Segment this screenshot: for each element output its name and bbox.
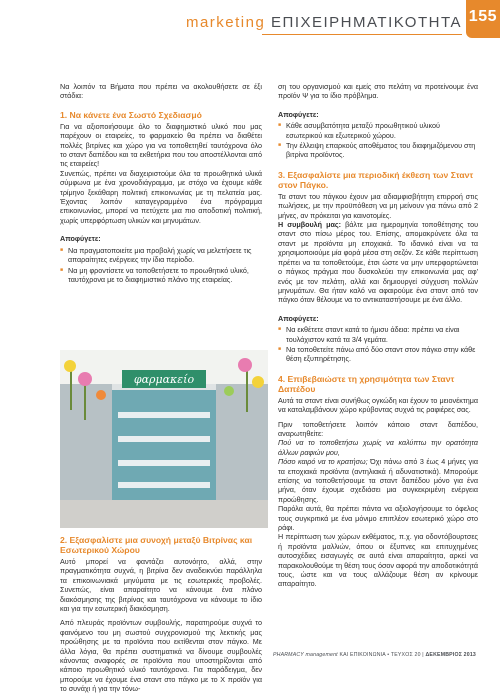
page-header	[0, 0, 500, 40]
header-rule	[262, 34, 462, 35]
avoid-list-2	[278, 121, 478, 160]
step3-heading: 3. Εξασφαλίστε μια περιοδική έκθεση των Σταντ στον Πάγκο.	[278, 169, 474, 190]
step2-heading: 2. Εξασφαλίστε μια συνοχή μεταξύ Βιτρίνας και Εσωτερικού Χώρου	[60, 535, 253, 555]
step4-paragraph-1: Αυτά τα σταντ είναι συνήθως ογκώδη και έχουν το μειονέκτημα να καταλαμβάνουν χώρο κρύβοντας συχνά τις ραφιέρες σας.	[278, 395, 478, 415]
avoid-item: ■ Κάθε ασυμβατότητα μεταξύ προωθητικού υλικού εσωτερικού και εξωτερικού χώρου.	[278, 121, 478, 140]
pharmacy-storefront-photo	[60, 350, 268, 528]
avoid-item: ■ Την έλλειψη επαρκούς αποθέματος του διαφημιζόμενου στη βιτρίνα προϊόντος.	[278, 141, 478, 160]
advice-lead: Η συμβουλή μας:	[278, 220, 342, 230]
step2-paragraph-2: Από πλευράς προϊόντων συμβουλής, παρατηρούμε συχνά το φαινόμενο του μη σωστού συγχρονισμού της λεκτικής μας προώθησης με τα προϊόντα που εκτίθενται στον πάγκο. Με άλλα λόγια, θα πρέπει συστηματικά να δίνουμε συμβουλές κάνοντας αναφορές σε προϊόντα που υποστηρίζονται από κάποιο προωθητικό υλικό ταυτόχρονα. Για παράδειγμα, δεν μπορούμε να έχουμε ένα σταντ στο πάγκο με το Χ προϊόν για το συνάχι ή για την τόνω-	[60, 618, 262, 694]
left-column-bottom	[60, 535, 262, 694]
avoid-heading-3: Αποφύγετε:	[278, 313, 319, 323]
footer-issue: ΚΑΙ ΕΠΙΚΟΙΝΩΝΙΑ • ΤΕΥΧΟΣ 20 |	[337, 652, 426, 658]
section-name: ΕΠΙΧΕΙΡΗΜΑΤΙΚΟΤΗΤΑ	[271, 14, 462, 31]
step4-question-2	[278, 457, 478, 504]
step3-paragraph-1: Τα σταντ του πάγκου έχουν μια αδιαμφισβήτητη επιρροή στις πωλήσεις, με την προϋπόθεση να μη μείνουν για πάνω από 2 μήνες, αν πρόκειται για καινοτομίες.	[278, 191, 478, 220]
footer-magazine: PHARMACY management	[272, 652, 338, 658]
avoid-item: ■ Να εκθέτετε σταντ κατά το ήμισυ άδεια: πρέπει να είναι τουλάχιστον κατά τα 3/4 γεμάτα.	[278, 325, 478, 344]
pharmacy-sign-text: φαρμακείο	[133, 373, 195, 386]
footer-date: ΔΕΚΕΜΒΡΙΟΣ 2013	[425, 652, 476, 658]
page-footer	[273, 652, 476, 658]
step4-paragraph-3: Παρόλα αυτά, θα πρέπει πάντα να αξιολογήσουμε το όφελος τους συγκριτικά με ένα μόνιμο επιπλέον εσωτερικό χώρο στο ράφι.	[278, 504, 478, 533]
step4-paragraph-2: Πριν τοποθετήσετε λοιπόν κάποιο σταντ δαπέδου, αναρωτηθείτε:	[278, 419, 478, 438]
right-column	[278, 82, 478, 589]
step4-question-1: Πού να το τοποθετήσω χωρίς να καλύπτω την ορατότητα άλλων ραφιών μου,	[278, 438, 478, 457]
page-number: 155	[468, 8, 497, 25]
step1-paragraph-1: Για να αξιοποιήσουμε όλο το διαφημιστικό υλικό που μας παρέχουν οι εταιρείες, το φαρμακείο θα πρέπει να διαθέτει πολλές βιτρίνες και χώρο για να τοποθετηθεί ταυτόχρονα όλο το σταντ δαπέδου και τα εκθετήρια που του αποστέλλονται από τις εταιρείες!	[60, 121, 262, 169]
step2-paragraph-1: Αυτό μπορεί να φαντάζει αυτονόητο, αλλά, στην πραγματικότητα συχνά, η βιτρίνα δεν αναδεικνύει παράλληλα τα επικοινωνιακά μηνύματα με τις εσωτερικές προβολές. Συνεπώς, είναι απαραίτητο να κάνουμε ένα πλάνο διακόσμησης της βιτρίνας και ταυτόχρονα να κάνουμε το ίδιο και για την εσωτερική διακόσμηση.	[60, 557, 262, 614]
step1-paragraph-2: Συνεπώς, πρέπει να διαχειριστούμε όλα τα προωθητικά υλικά σύμφωνα με ένα χρονοδιάγραμμα, με στόχο να έχουμε κάθε τρίμηνο ξεκάθαρη πολιτική επικοινωνίας με τη πελατεία μας. Έχοντας λοιπόν καταγεγραμμένο ένα πρόγραμμα επικοινωνίας, μπορεί να πετύχετε μια πιο αποδοτική πολιτική, χωρίς υπερφόρτωση υλικών και μηνυμάτων.	[60, 168, 262, 225]
left-column	[60, 82, 262, 285]
page-number-tab	[466, 0, 500, 38]
section-marketing: marketing	[185, 14, 266, 31]
step1-heading: 1. Να κάνετε ένα Σωστό Σχεδιασμό	[60, 109, 202, 120]
intro-text: Να λοιπόν τα Βήματα που πρέπει να ακολουθήσετε σε έξι στάδια:	[60, 82, 262, 101]
question-2-lead: Πόσο καιρό να το κρατήσω;	[278, 457, 368, 467]
advice-text: βάλτε μια ημερομηνία τοποθέτησης του σταντ στο πίσω μέρος του. Επίσης, απομακρύνετε όλα τα σταντ με προϊόντα μη εποχιακά. Το ιδανικό είναι να τα χρησιμοποιούμε μία φορά μέσα στη σεζόν. Σε κάθε περίπτωση πρέπει να τα τοποθετούμε, έτσι ώστε να μην υπερφορτώνεται ο πάγκος πράγμα που δυσκολεύει την επικοινωνία μας αφ' ενός με τον πελάτη, αλλά και δημιουργεί σύγχυση πολλών μηνυμάτων. Θα ήταν καλό να αφαιρούμε ένα σταντ από τον πάγκο όταν θέλουμε να το αντικαταστήσουμε με ένα άλλο.	[278, 220, 478, 305]
avoid-heading-1: Αποφύγετε:	[60, 234, 101, 244]
pharmacy-sign	[122, 370, 206, 388]
step4-heading: 4. Επιβεβαιώστε τη χρησιμότητα των Σταντ Δαπέδου	[278, 373, 455, 394]
avoid-list-1	[60, 246, 262, 285]
avoid-item: ■ Να μη φροντίσετε να τοποθετήσετε το προωθητικό υλικό, ταυτόχρονα με το διαφημιστικό πλάνο της εταιρείας.	[60, 266, 262, 285]
question-2-text: Όχι πάνω από 3 έως 4 μήνες για τα εποχιακά προϊόντα (αντηλιακά ή αδυνατιστικά). Μπορούμε επίσης να τοποθετήσουμε τα σταντ δαπέδου μόνο για ένα μήνα, όταν έχουμε σχεδιάσει μια συγκεκριμένη ενέργεια προώθησης.	[278, 457, 478, 504]
step3-paragraph-2	[278, 220, 478, 305]
step4-paragraph-4: Η περίπτωση των χώρων εκθέματος, π.χ. για οδοντόβουρτσες ή προϊόντα μαλλιών, όπου οι έξυπνες και επιτυχημένες αυτοσχέδιες εισαγωγές σε αυτά είναι απαραίτητα, αρκεί να παρακολουθούμε τη θέση τους όσον αφορά την αποδοτικότητά τους, ώστε και να τους αλλάζουμε θέση αν κρίνουμε απαραίτητο.	[278, 532, 478, 589]
section-title	[186, 14, 462, 31]
avoid-heading-2: Αποφύγετε:	[278, 109, 319, 119]
avoid-item: ■ Να τοποθετείτε πάνω από δύο σταντ στον πάγκο στην κάθε θέση εξυπηρέτησης.	[278, 345, 478, 364]
avoid-item: ■ Να πραγματοποιείτε μια προβολή χωρίς να μελετήσετε τις απαραίτητες ενέργειες την ίδια περίοδο.	[60, 246, 262, 265]
avoid-list-3	[278, 325, 478, 364]
continued-paragraph: ση του οργανισμού και εμείς στο πελάτη να προτείνουμε ένα προϊόν Ψ για το ίδιο πρόβλημα.	[278, 82, 478, 101]
